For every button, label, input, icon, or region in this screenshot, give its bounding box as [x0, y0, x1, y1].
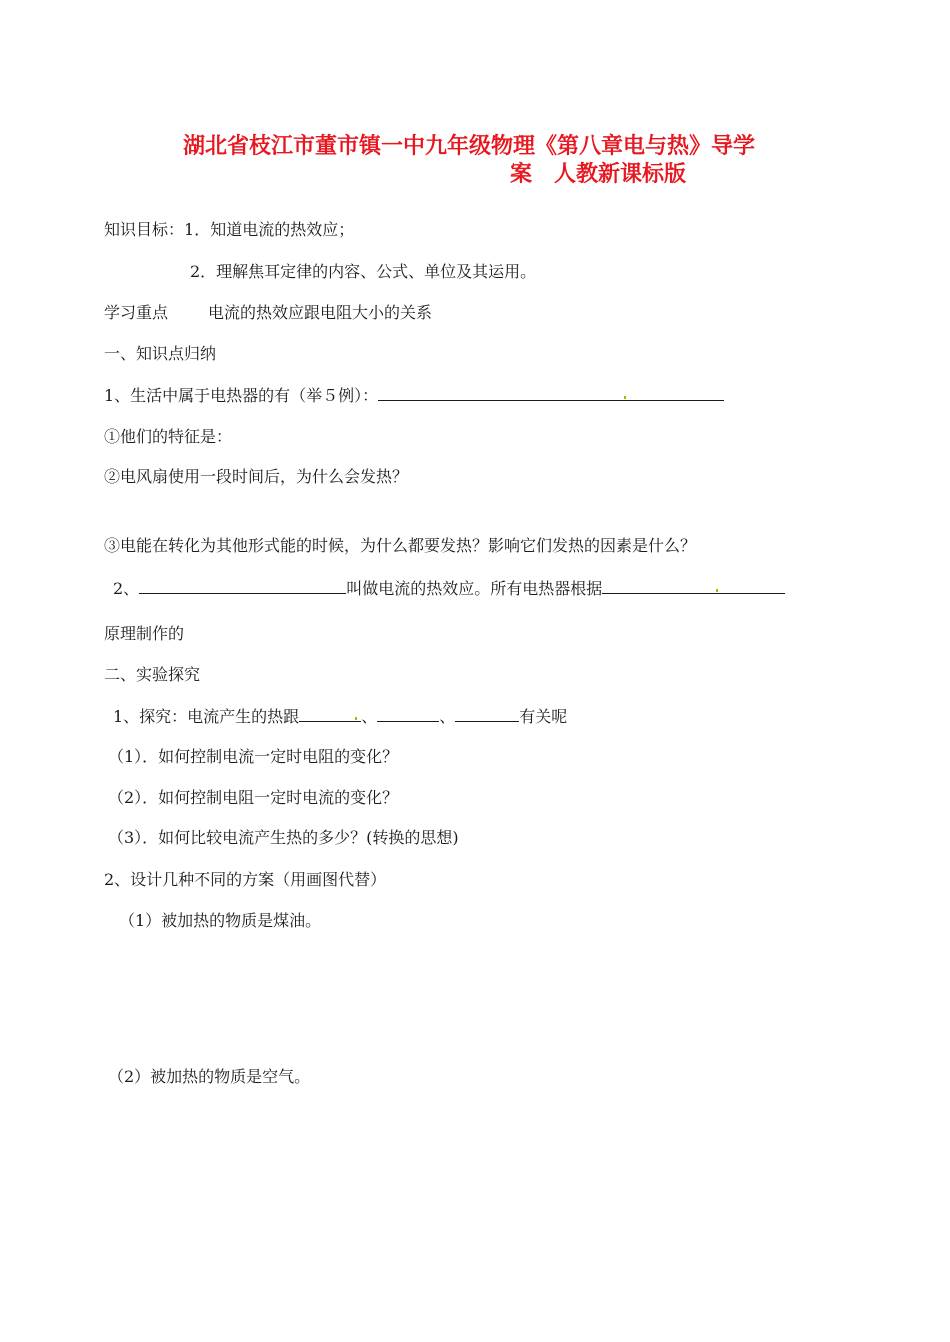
- question-1: [104, 384, 724, 407]
- question-2-continuation: 原理制作的: [104, 624, 185, 643]
- case-1: （1）被加热的物质是煤油。: [119, 911, 322, 930]
- experiment-question-1-suffix: 有关呢: [519, 707, 568, 726]
- answer-blank-heaters[interactable]: [378, 384, 724, 401]
- question-2-mid: 叫做电流的热效应。所有电热器根据: [346, 579, 603, 598]
- experiment-question-1-prefix: 1、探究：电流产生的热跟: [113, 707, 300, 726]
- knowledge-goal-2: 2．理解焦耳定律的内容、公式、单位及其运用。: [190, 262, 537, 281]
- section2-heading: 二、实验探究: [104, 665, 201, 684]
- section1-heading: 一、知识点归纳: [104, 344, 217, 363]
- experiment-question-1: [113, 705, 567, 728]
- experiment-question-2: 2、设计几种不同的方案（用画图代替）: [104, 870, 387, 889]
- answer-blank-factor-1[interactable]: [299, 705, 361, 722]
- answer-blank-factor-3[interactable]: [455, 705, 519, 722]
- study-focus-text: 电流的热效应跟电阻大小的关系: [208, 303, 433, 322]
- sub-question-1: （1）．如何控制电流一定时电阻的变化？: [108, 747, 399, 766]
- document-title-line1: 湖北省枝江市董市镇一中九年级物理《第八章电与热》导学: [183, 134, 756, 159]
- sub-question-2: （2）．如何控制电阻一定时电流的变化？: [108, 788, 399, 807]
- question-2-prefix: 2、: [113, 579, 140, 598]
- separator: 、: [361, 707, 378, 726]
- study-focus: [104, 302, 432, 324]
- question-1b: ②电风扇使用一段时间后，为什么会发热？: [104, 467, 409, 486]
- answer-blank-principle[interactable]: [602, 577, 785, 594]
- question-1-text: 1、生活中属于电热器的有（举５例）：: [104, 386, 379, 405]
- question-1c: ③电能在转化为其他形式能的时候，为什么都要发热？影响它们发热的因素是什么？: [104, 536, 697, 555]
- knowledge-goal-item1: 1．知道电流的热效应；: [184, 220, 355, 239]
- sub-question-3: （3）．如何比较电流产生热的多少？(转换的思想): [108, 828, 459, 847]
- knowledge-goal-1: [104, 219, 354, 241]
- study-focus-label: 学习重点: [104, 303, 169, 322]
- separator: 、: [439, 707, 456, 726]
- case-2: （2）被加热的物质是空气。: [108, 1067, 311, 1086]
- answer-blank-heat-effect[interactable]: [139, 577, 346, 594]
- answer-blank-factor-2[interactable]: [377, 705, 439, 722]
- question-1a: ①他们的特征是：: [104, 427, 233, 446]
- document-title-line2: 案 人教新课标版: [510, 162, 687, 187]
- question-2: [113, 577, 785, 600]
- knowledge-goal-label: 知识目标：: [104, 220, 185, 239]
